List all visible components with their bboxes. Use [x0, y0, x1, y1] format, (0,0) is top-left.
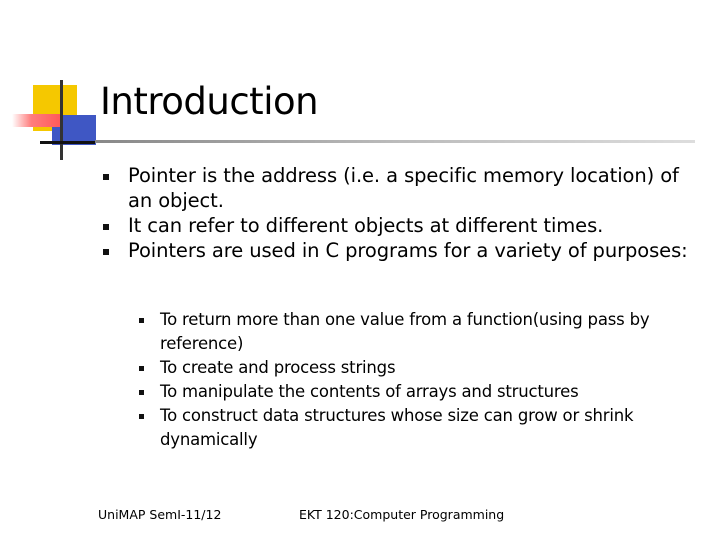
decor-red-bar	[12, 114, 60, 127]
bullet-item	[128, 213, 688, 238]
bullet-item	[128, 163, 688, 213]
bullet-list	[128, 163, 688, 263]
sub-bullet-item	[160, 356, 710, 380]
sub-bullet-item	[160, 380, 710, 404]
bullet-text: It can refer to different objects at different times.	[128, 214, 604, 237]
sub-bullet-item	[160, 404, 710, 452]
square-bullet-icon	[139, 366, 144, 371]
footer-course-name: EKT 120:Computer Programming	[299, 507, 505, 522]
square-bullet-icon	[139, 318, 144, 323]
sub-bullet-text: To manipulate the contents of arrays and structures	[160, 382, 579, 401]
decor-black-rule	[40, 141, 95, 144]
slide-title: Introduction	[100, 80, 319, 123]
decor-vertical-line	[60, 80, 63, 160]
square-bullet-icon	[139, 390, 144, 395]
square-bullet-icon	[103, 249, 109, 255]
sub-bullet-text: To return more than one value from a function(using pass by reference)	[160, 310, 650, 353]
square-bullet-icon	[103, 224, 109, 230]
footer-course-term: UniMAP SemI-11/12	[98, 507, 222, 522]
sub-bullet-item	[160, 308, 710, 356]
title-underline	[95, 140, 695, 143]
square-bullet-icon	[139, 414, 144, 419]
sub-bullet-text: To create and process strings	[160, 358, 396, 377]
bullet-text: Pointers are used in C programs for a variety of purposes:	[128, 239, 688, 262]
bullet-text: Pointer is the address (i.e. a specific memory location) of an object.	[128, 164, 679, 212]
bullet-item	[128, 238, 688, 263]
sub-bullet-list	[160, 308, 710, 452]
square-bullet-icon	[103, 174, 109, 180]
sub-bullet-text: To construct data structures whose size can grow or shrink dynamically	[160, 406, 634, 449]
